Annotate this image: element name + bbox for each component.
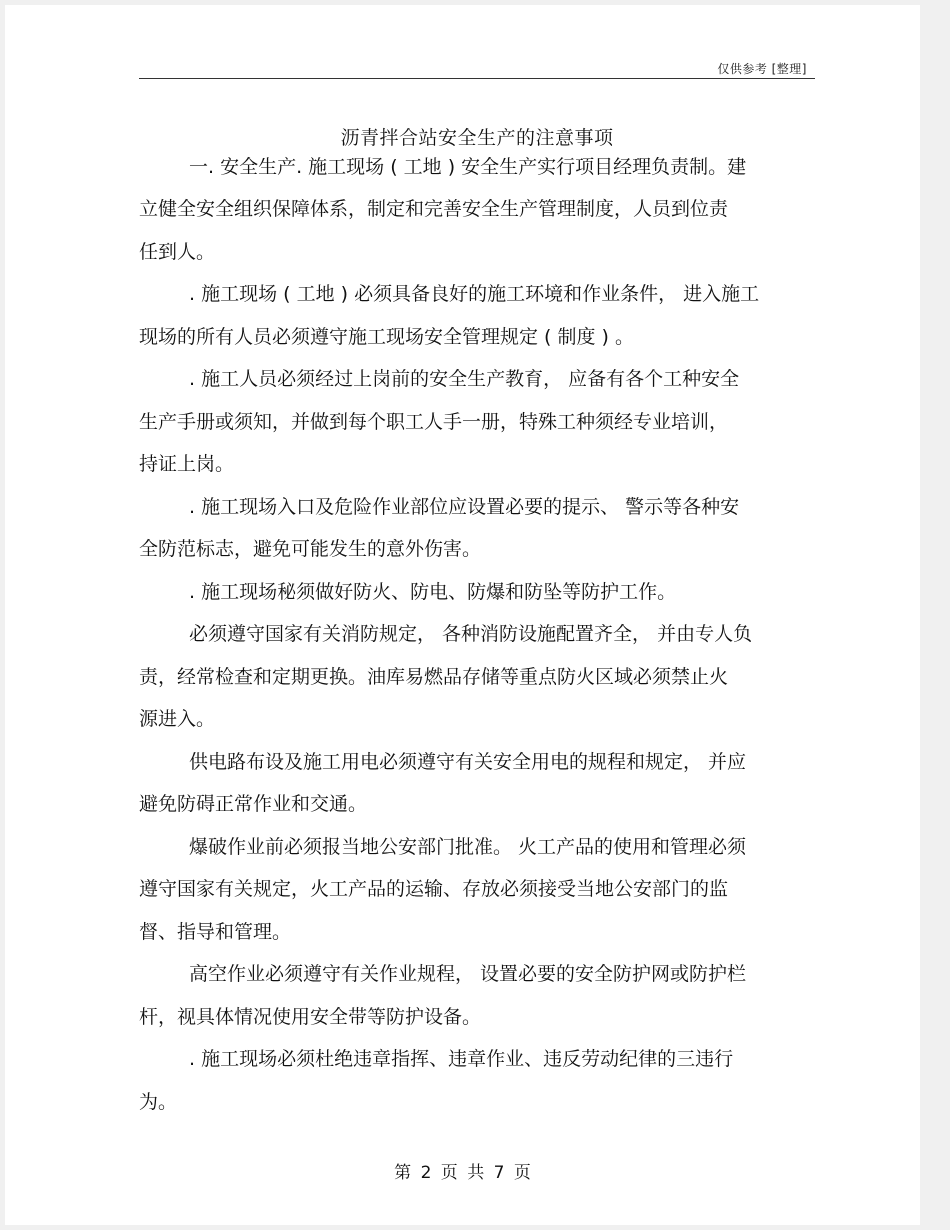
document-page: [5, 5, 920, 1225]
text-line: 督、指导和管理。: [139, 921, 292, 943]
document-title: 沥青拌合站安全生产的注意事项: [340, 127, 614, 149]
header-divider: [139, 78, 815, 79]
text-line: 避免防碍正常作业和交通。: [139, 793, 368, 815]
text-line: . 施工现场必须杜绝违章指挥、违章作业、违反劳动纪律的三违行: [189, 1048, 734, 1070]
text-line: 立健全安全组织保障体系，制定和完善安全生产管理制度，人员到位责: [139, 198, 729, 220]
text-line: 遵守国家有关规定，火工产品的运输、存放必须接受当地公安部门的监: [139, 878, 729, 900]
text-line: 高空作业必须遵守有关作业规程， 设置必要的安全防护网或防护栏: [189, 963, 747, 985]
text-line: 源进入。: [139, 708, 216, 730]
page-number-footer: 第 2 页 共 7 页: [394, 1163, 531, 1183]
text-line: 全防范标志，避免可能发生的意外伤害。: [139, 538, 482, 560]
text-line: 供电路布设及施工用电必须遵守有关安全用电的规程和规定， 并应: [189, 751, 747, 773]
text-line: 爆破作业前必须报当地公安部门批准。 火工产品的使用和管理必须: [189, 836, 747, 858]
text-line: 一. 安全生产. 施工现场 ( 工地 ) 安全生产实行项目经理负责制。建: [189, 156, 747, 178]
text-line: 生产手册或须知，并做到每个职工人手一册，特殊工种须经专业培训，: [139, 411, 729, 433]
text-line: 必须遵守国家有关消防规定， 各种消防设施配置齐全， 并由专人负: [189, 623, 753, 645]
header-note: 仅供参考 [整理]: [717, 62, 807, 76]
text-line: 任到人。: [139, 241, 216, 263]
text-line: . 施工现场入口及危险作业部位应设置必要的提示、 警示等各种安: [189, 496, 740, 518]
text-line: 责，经常检查和定期更换。油库易燃品存储等重点防火区域必须禁止火: [139, 666, 729, 688]
text-line: 杆，视具体情况使用安全带等防护设备。: [139, 1006, 482, 1028]
text-line: 现场的所有人员必须遵守施工现场安全管理规定 ( 制度 ) 。: [139, 326, 634, 348]
text-line: . 施工现场秘须做好防火、防电、防爆和防坠等防护工作。: [189, 581, 677, 603]
text-line: . 施工人员必须经过上岗前的安全生产教育， 应备有各个工种安全: [189, 368, 740, 390]
text-line: . 施工现场 ( 工地 ) 必须具备良好的施工环境和作业条件， 进入施工: [189, 283, 760, 305]
text-line: 持证上岗。: [139, 453, 235, 475]
text-line: 为。: [139, 1091, 178, 1113]
